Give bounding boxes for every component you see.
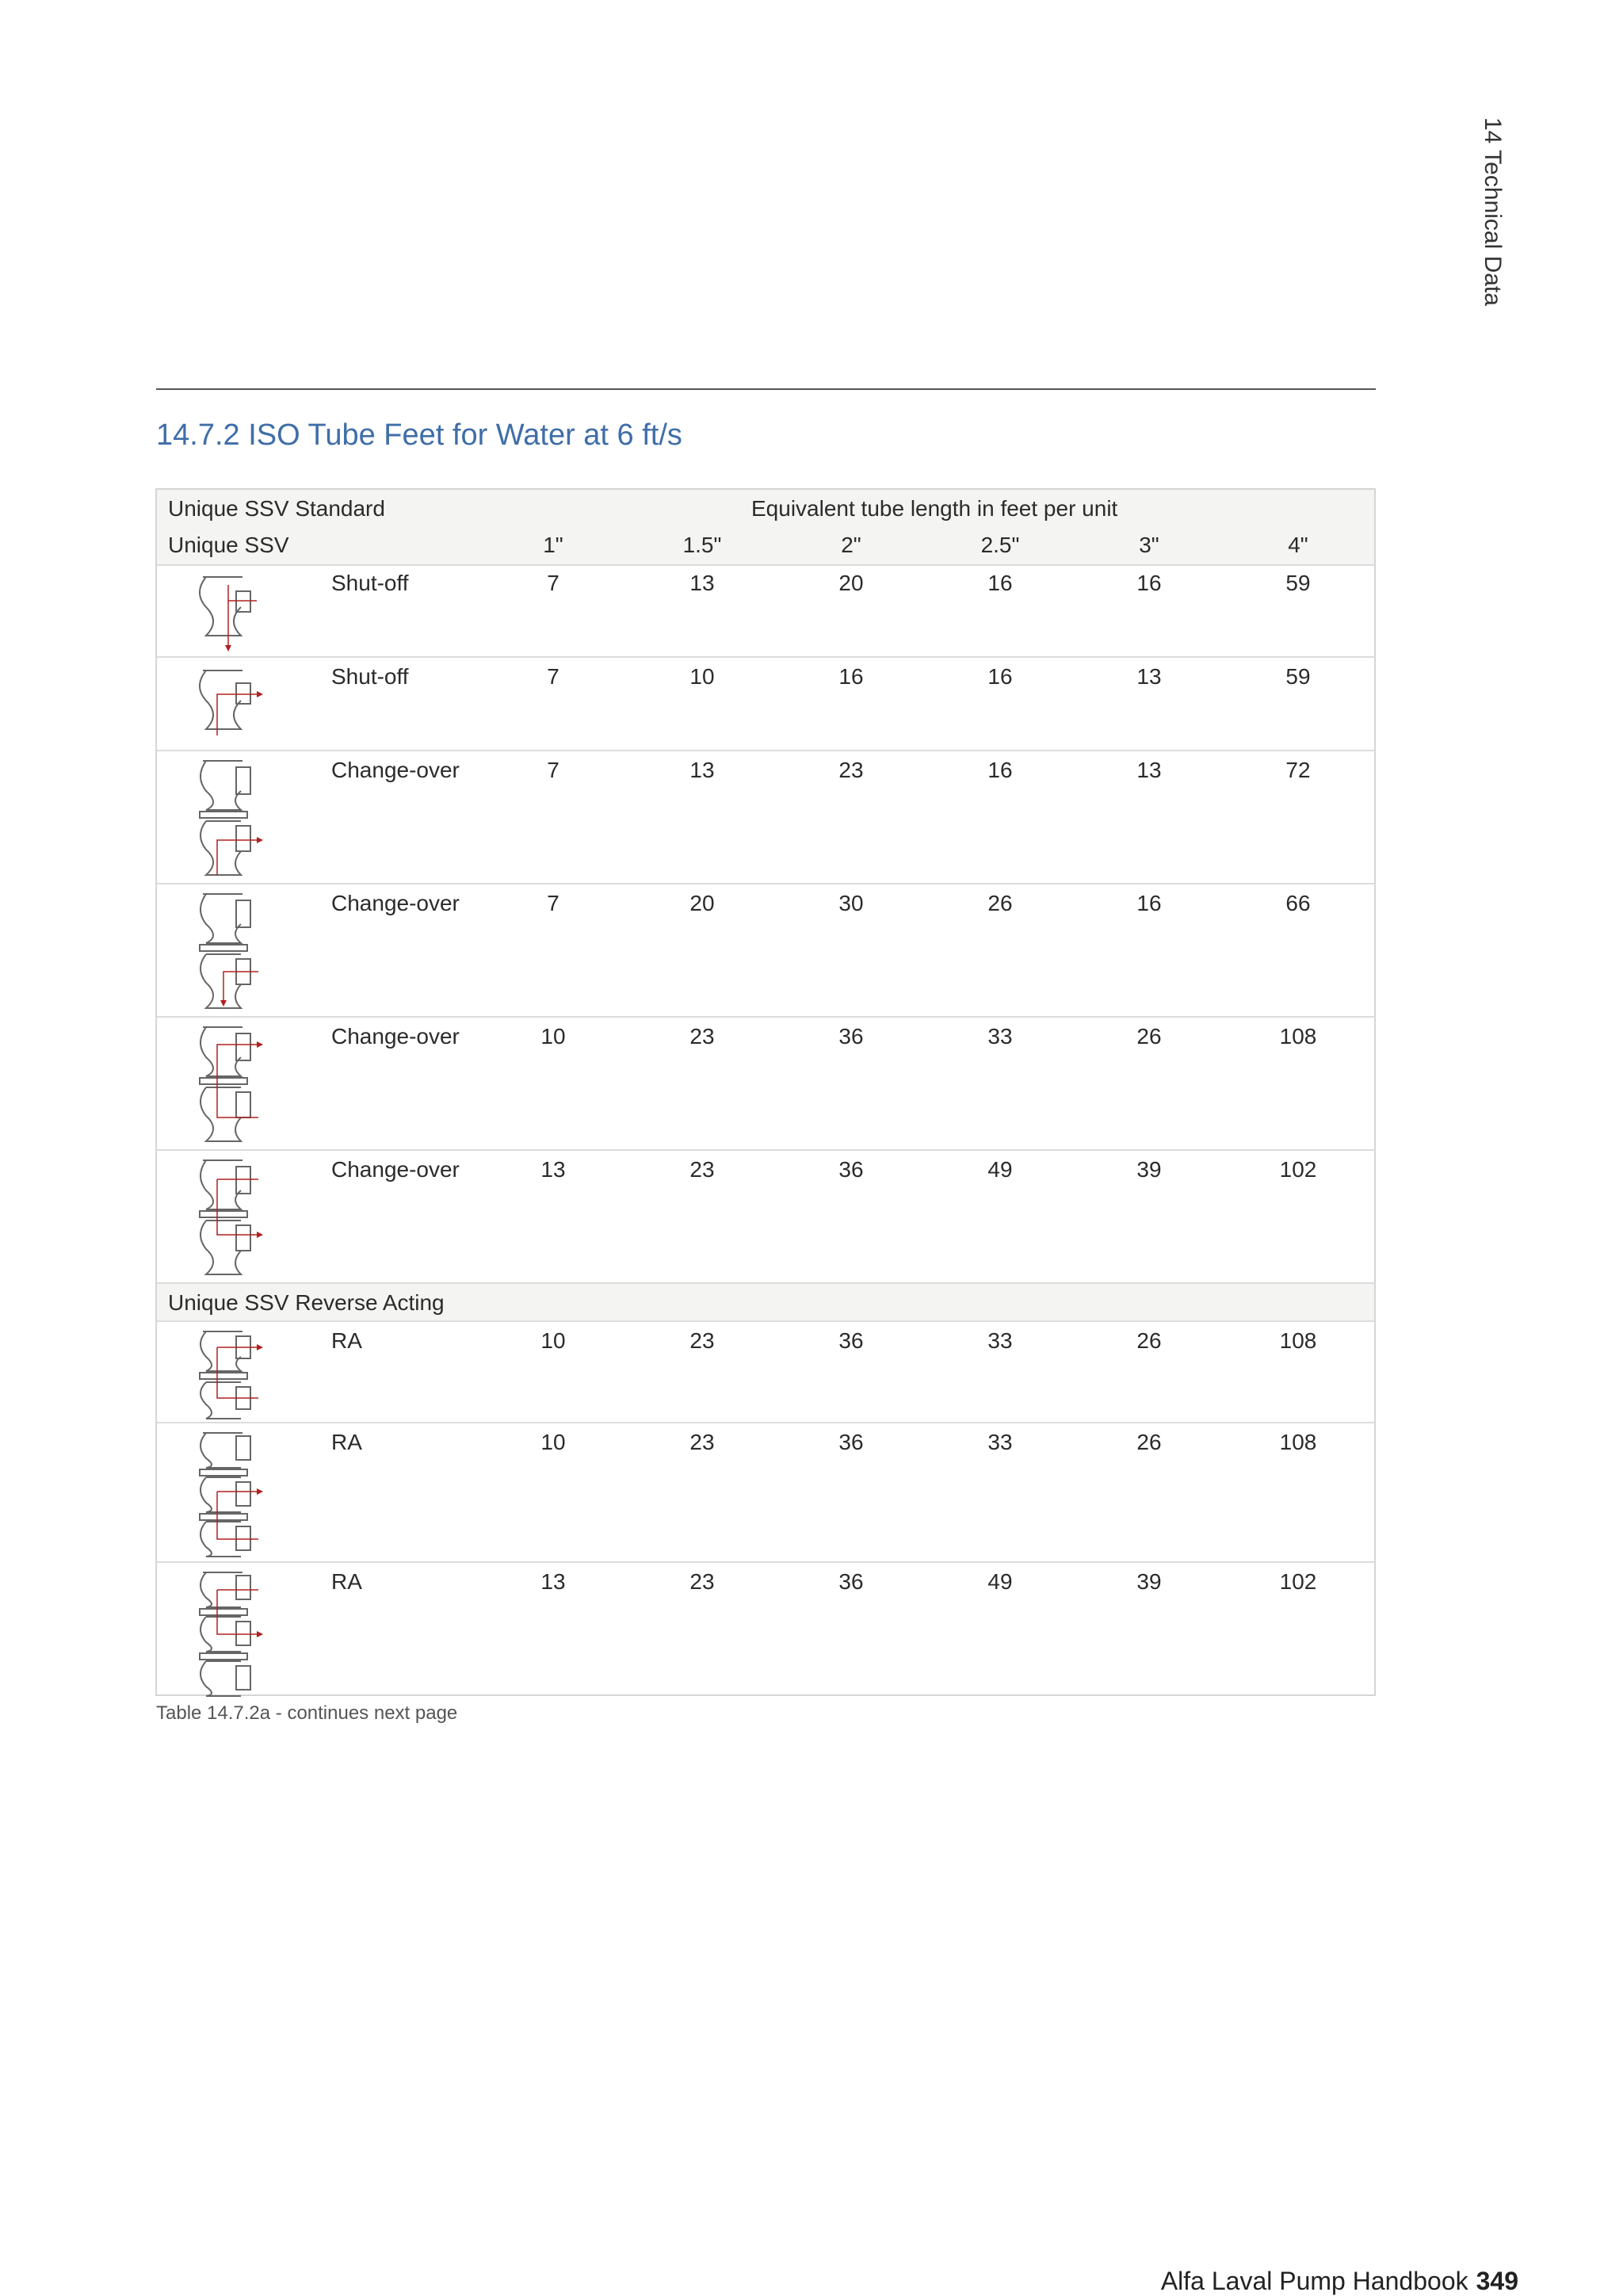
value-1in: 7 bbox=[547, 891, 559, 915]
section-title: 14.7.2 ISO Tube Feet for Water at 6 ft/s bbox=[156, 418, 682, 452]
size-header-1: 1" bbox=[543, 533, 563, 557]
valve-shutoff-side-diagram bbox=[189, 663, 284, 748]
value-3in: 39 bbox=[1136, 1157, 1162, 1182]
valve-name: RA bbox=[331, 1328, 362, 1353]
table-row bbox=[157, 1151, 1374, 1284]
valve-shutoff-down-diagram bbox=[189, 569, 284, 655]
valve-name: RA bbox=[331, 1430, 362, 1454]
table-row bbox=[157, 1423, 1374, 1563]
value-1in: 7 bbox=[547, 758, 559, 782]
value-2-5in: 49 bbox=[987, 1157, 1013, 1182]
value-3in: 16 bbox=[1136, 571, 1162, 595]
value-1-5in: 23 bbox=[689, 1430, 715, 1454]
valve-reverse-acting-diagram bbox=[189, 1428, 284, 1561]
valve-name: Change-over bbox=[331, 1024, 460, 1049]
valve-tube-length-table bbox=[155, 488, 1376, 1696]
value-1in: 13 bbox=[540, 1157, 566, 1182]
table-header-row-2 bbox=[157, 528, 1374, 566]
value-2-5in: 33 bbox=[987, 1430, 1013, 1454]
value-4in: 108 bbox=[1279, 1328, 1317, 1353]
value-1-5in: 23 bbox=[689, 1024, 715, 1049]
table-caption: Table 14.7.2a - continues next page bbox=[156, 1702, 458, 1724]
size-header-2-5: 2.5" bbox=[980, 533, 1020, 557]
value-1in: 10 bbox=[540, 1024, 566, 1049]
value-1in: 7 bbox=[547, 664, 559, 689]
value-1-5in: 23 bbox=[689, 1157, 715, 1182]
value-1-5in: 20 bbox=[689, 891, 715, 915]
size-header-1-5: 1.5" bbox=[682, 533, 722, 557]
column-label-unique-ssv: Unique SSV bbox=[168, 533, 289, 557]
value-2in: 36 bbox=[838, 1328, 864, 1353]
value-4in: 66 bbox=[1285, 891, 1311, 915]
valve-changeover-diagram bbox=[189, 889, 284, 1016]
value-1-5in: 13 bbox=[689, 758, 715, 782]
group-standard-label: Unique SSV Standard bbox=[168, 496, 385, 521]
value-1-5in: 23 bbox=[689, 1328, 715, 1353]
table-row bbox=[157, 1563, 1374, 1694]
value-4in: 108 bbox=[1279, 1024, 1317, 1049]
value-1in: 7 bbox=[547, 571, 559, 595]
value-2in: 16 bbox=[838, 664, 864, 689]
value-1-5in: 10 bbox=[689, 664, 715, 689]
value-4in: 108 bbox=[1279, 1430, 1317, 1454]
valve-reverse-acting-diagram bbox=[189, 1568, 284, 1701]
value-1in: 10 bbox=[540, 1328, 566, 1353]
value-3in: 26 bbox=[1136, 1328, 1162, 1353]
value-1-5in: 13 bbox=[689, 571, 715, 595]
value-3in: 26 bbox=[1136, 1430, 1162, 1454]
value-2in: 36 bbox=[838, 1430, 864, 1454]
page-footer bbox=[1161, 2267, 1518, 2296]
value-2in: 36 bbox=[838, 1569, 864, 1594]
table-row bbox=[157, 1018, 1374, 1151]
value-2in: 36 bbox=[838, 1024, 864, 1049]
value-2in: 23 bbox=[838, 758, 864, 782]
value-4in: 102 bbox=[1279, 1569, 1317, 1594]
valve-name: RA bbox=[331, 1569, 362, 1594]
value-2-5in: 16 bbox=[987, 758, 1013, 782]
table-row bbox=[157, 751, 1374, 884]
value-3in: 13 bbox=[1136, 758, 1162, 782]
value-2-5in: 49 bbox=[987, 1569, 1013, 1594]
value-2in: 30 bbox=[838, 891, 864, 915]
value-2in: 36 bbox=[838, 1157, 864, 1182]
value-4in: 59 bbox=[1285, 571, 1311, 595]
value-4in: 102 bbox=[1279, 1157, 1317, 1182]
value-2-5in: 33 bbox=[987, 1024, 1013, 1049]
valve-name: Shut-off bbox=[331, 664, 409, 689]
value-1in: 13 bbox=[540, 1569, 566, 1594]
value-2-5in: 26 bbox=[987, 891, 1013, 915]
table-row bbox=[157, 564, 1374, 658]
table-row bbox=[157, 658, 1374, 751]
group-header-row bbox=[157, 1284, 1374, 1322]
chapter-side-label: 14 Technical Data bbox=[1480, 117, 1506, 306]
valve-reverse-acting-diagram bbox=[189, 1327, 284, 1422]
value-1in: 10 bbox=[540, 1430, 566, 1454]
valve-name: Change-over bbox=[331, 758, 460, 782]
valve-changeover-diagram bbox=[189, 1156, 284, 1282]
value-3in: 39 bbox=[1136, 1569, 1162, 1594]
valve-changeover-diagram bbox=[189, 1022, 284, 1149]
page-number: 349 bbox=[1476, 2267, 1518, 2295]
value-2in: 20 bbox=[838, 571, 864, 595]
valve-name: Change-over bbox=[331, 891, 460, 915]
size-header-4: 4" bbox=[1288, 533, 1308, 557]
equivalent-length-header: Equivalent tube length in feet per unit bbox=[751, 496, 1118, 521]
size-header-2: 2" bbox=[841, 533, 861, 557]
table-header-row-1 bbox=[157, 490, 1374, 528]
value-1-5in: 23 bbox=[689, 1569, 715, 1594]
value-3in: 13 bbox=[1136, 664, 1162, 689]
size-header-3: 3" bbox=[1139, 533, 1159, 557]
table-row bbox=[157, 884, 1374, 1018]
book-title: Alfa Laval Pump Handbook bbox=[1160, 2267, 1468, 2295]
valve-changeover-diagram bbox=[189, 756, 284, 883]
value-2-5in: 16 bbox=[987, 664, 1013, 689]
table-row bbox=[157, 1322, 1374, 1423]
value-4in: 72 bbox=[1285, 758, 1311, 782]
value-2-5in: 16 bbox=[987, 571, 1013, 595]
section-divider bbox=[156, 388, 1376, 390]
value-2-5in: 33 bbox=[987, 1328, 1013, 1353]
value-4in: 59 bbox=[1285, 664, 1311, 689]
valve-name: Change-over bbox=[331, 1157, 460, 1182]
value-3in: 16 bbox=[1136, 891, 1162, 915]
value-3in: 26 bbox=[1136, 1024, 1162, 1049]
group-reverse-label: Unique SSV Reverse Acting bbox=[168, 1290, 445, 1315]
valve-name: Shut-off bbox=[331, 571, 409, 595]
